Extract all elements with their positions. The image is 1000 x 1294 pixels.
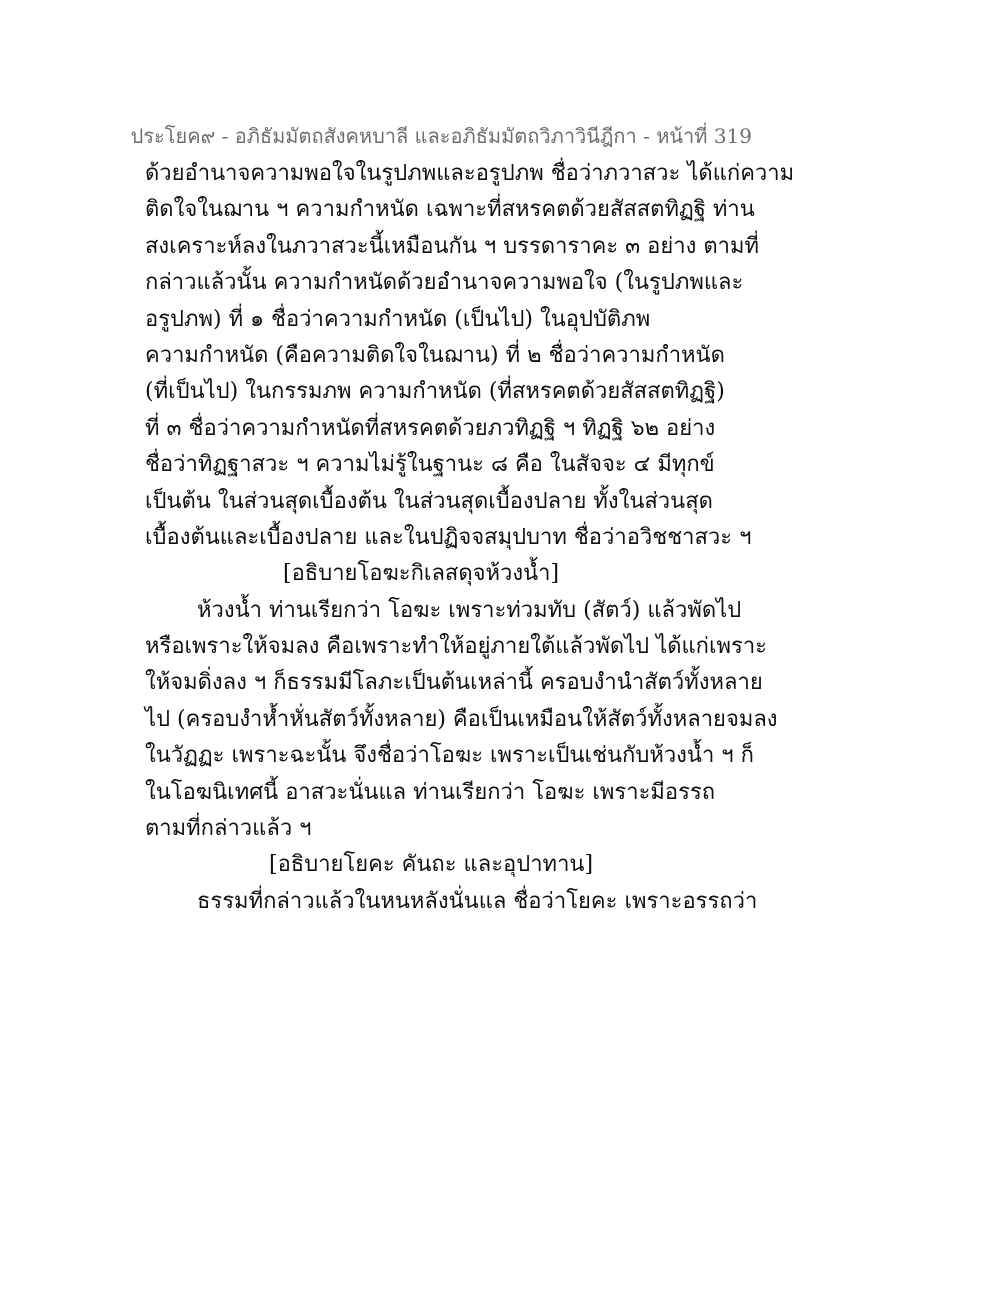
text-line: ด้วยอำนาจความพอใจในรูปภพและอรูปภพ ชื่อว่าภวาสวะ ได้แก่ความ <box>145 161 795 186</box>
section-heading: [อธิบายโอฆะกิเลสดุจห้วงน้ำ] <box>283 561 560 587</box>
text-line: ในโอฆนิเทศนี้ อาสวะนั่นแล ท่านเรียกว่า โอฆะ เพราะมีอรรถ <box>145 779 716 805</box>
text-line: (ที่เป็นไป) ในกรรมภพ ความกำหนัด (ที่สหรคตด้วยสัสสตทิฏฐิ) <box>145 379 725 405</box>
text-line: ให้จมดิ่งลง ฯ ก็ธรรมมีโลภะเป็นต้นเหล่านี้ ครอบงำนำสัตว์ทั้งหลาย <box>145 670 763 696</box>
section-heading: [อธิบายโยคะ คันถะ และอุปาทาน] <box>269 852 594 878</box>
text-line: เป็นต้น ในส่วนสุดเบื้องต้น ในส่วนสุดเบื้องปลาย ทั้งในส่วนสุด <box>145 488 713 514</box>
text-line: ความกำหนัด (คือความติดใจในฌาน) ที่ ๒ ชื่อว่าความกำหนัด <box>145 342 725 368</box>
text-line: ติดใจในฌาน ฯ ความกำหนัด เฉพาะที่สหรคตด้วยสัสสตทิฏฐิ ท่าน <box>145 197 755 223</box>
text-line: หรือเพราะให้จมลง คือเพราะทำให้อยู่ภายใต้แล้วพัดไป ได้แก่เพราะ <box>145 634 767 660</box>
running-header: ประโยค๙ - อภิธัมมัตถสังคหบาลี และอภิธัมมัตถวิภาวินีฎีกา - หน้าที่ 319 <box>130 124 752 148</box>
text-line: กล่าวแล้วนั้น ความกำหนัดด้วยอำนาจความพอใจ (ในรูปภพและ <box>145 270 744 296</box>
text-line: สงเคราะห์ลงในภวาสวะนี้เหมือนกัน ฯ บรรดาราคะ ๓ อย่าง ตามที่ <box>145 233 760 259</box>
text-line: ธรรมที่กล่าวแล้วในหนหลังนั่นแล ชื่อว่าโยคะ เพราะอรรถว่า <box>197 888 758 914</box>
text-line: อรูปภพ) ที่ ๑ ชื่อว่าความกำหนัด (เป็นไป) ในอุปบัติภพ <box>145 306 651 332</box>
text-line: ห้วงน้ำ ท่านเรียกว่า โอฆะ เพราะท่วมทับ (สัตว์) แล้วพัดไป <box>197 597 742 623</box>
text-line: ตามที่กล่าวแล้ว ฯ <box>145 816 312 842</box>
text-line: ชื่อว่าทิฏฐาสวะ ฯ ความไม่รู้ในฐานะ ๘ คือ ในสัจจะ ๔ มีทุกข์ <box>145 452 715 478</box>
text-line: ที่ ๓ ชื่อว่าความกำหนัดที่สหรคตด้วยภวทิฏฐิ ฯ ทิฏฐิ ๖๒ อย่าง <box>145 415 716 441</box>
text-line: ในวัฏฏะ เพราะฉะนั้น จึงชื่อว่าโอฆะ เพราะเป็นเช่นกับห้วงน้ำ ฯ ก็ <box>145 743 754 769</box>
text-line: ไป (ครอบงำห้ำหั่นสัตว์ทั้งหลาย) คือเป็นเหมือนให้สัตว์ทั้งหลายจมลง <box>145 706 778 732</box>
text-line: เบื้องต้นและเบื้องปลาย และในปฏิจจสมุปบาท ชื่อว่าอวิชชาสวะ ฯ <box>145 524 752 550</box>
body-text <box>145 156 795 920</box>
